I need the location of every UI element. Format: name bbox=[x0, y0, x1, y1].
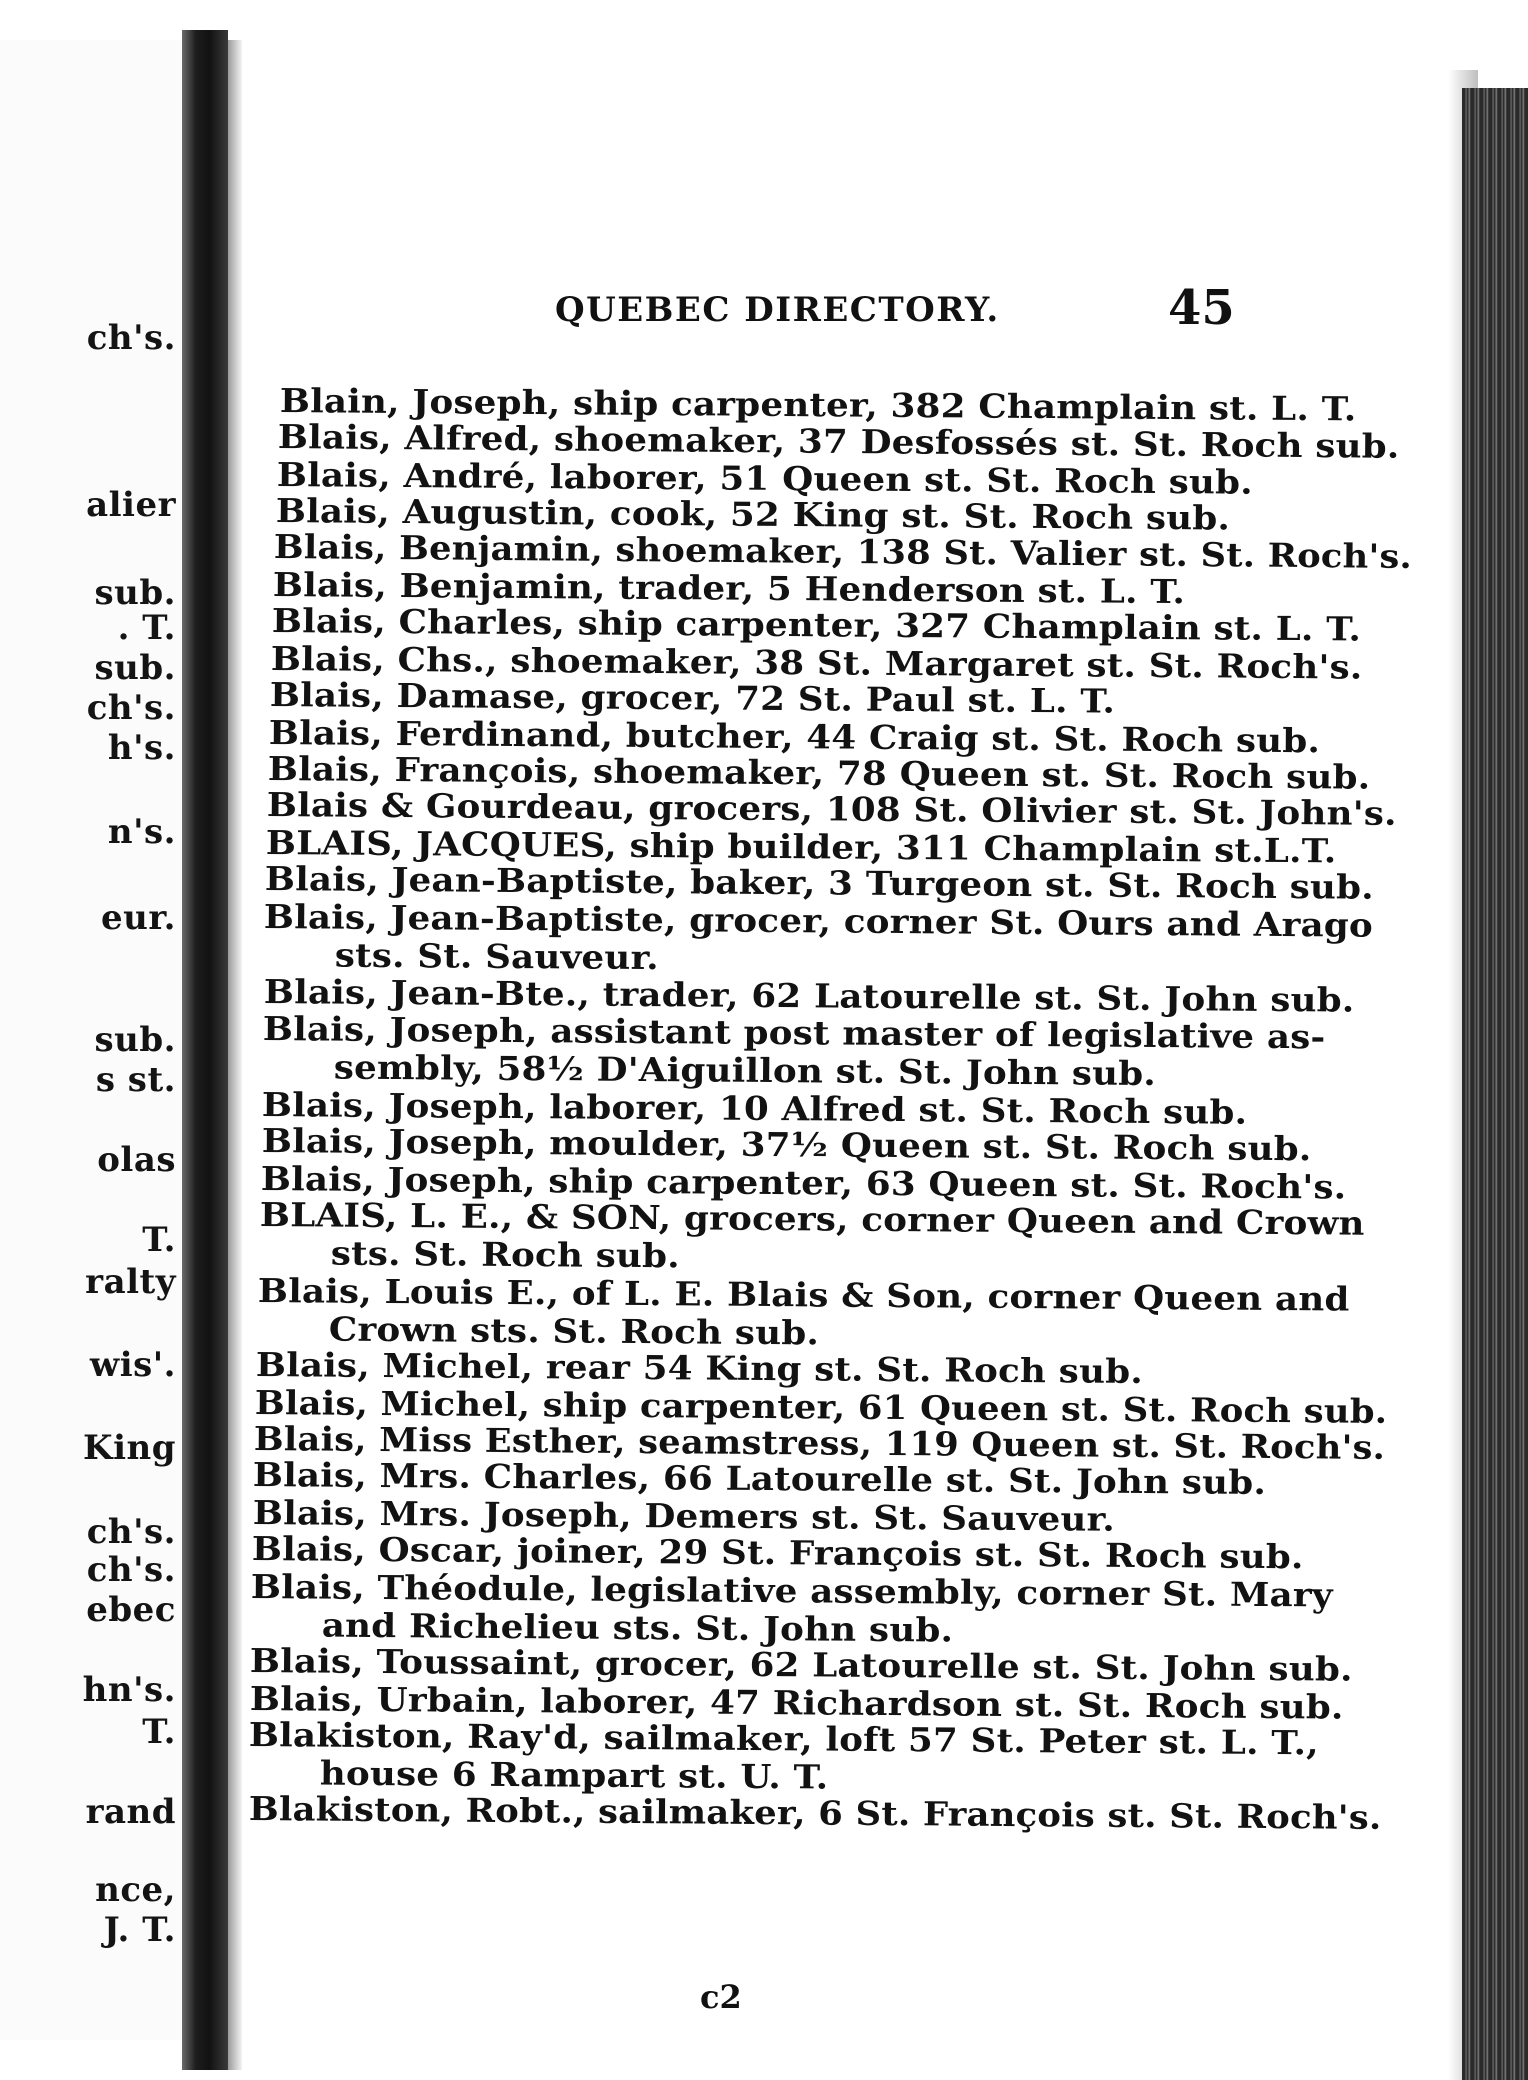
entry-line: Blais, Joseph, ship carpenter, 63 Queen st. St. Roch's. bbox=[260, 1159, 1347, 1207]
entry-line: Blais, Mrs. Joseph, Demers st. St. Sauveur. bbox=[252, 1493, 1116, 1539]
entry-line: Blais, Joseph, moulder, 37½ Queen st. St. Roch sub. bbox=[261, 1121, 1312, 1169]
directory-entry bbox=[257, 1272, 1349, 1357]
directory-entry bbox=[262, 1010, 1325, 1094]
entry-line: Blais, Michel, ship carpenter, 61 Queen st. St. Roch sub. bbox=[254, 1383, 1388, 1431]
signature-mark: c2 bbox=[700, 1978, 742, 2016]
entry-continuation-line: and Richelieu sts. St. John sub. bbox=[321, 1605, 954, 1650]
left-page-fragment: ch's. bbox=[86, 688, 176, 728]
entry-line: Blais, André, laborer, 51 Queen st. St. Roch sub. bbox=[276, 455, 1253, 502]
directory-entry bbox=[250, 1568, 1333, 1652]
entry-line: Blais, Mrs. Charles, 66 Latourelle st. St. John sub. bbox=[252, 1455, 1267, 1502]
left-page-fragment: ch's. bbox=[86, 318, 176, 358]
left-page-fragment: wis'. bbox=[89, 1345, 176, 1385]
entry-continuation-line: sembly, 58½ D'Aiguillon st. St. John sub. bbox=[333, 1047, 1157, 1094]
entry-line: Blais, Chs., shoemaker, 38 St. Margaret st. St. Roch's. bbox=[270, 639, 1363, 687]
entry-line: Blais, Oscar, joiner, 29 St. François st. St. Roch sub. bbox=[251, 1529, 1304, 1577]
entry-line: Blakiston, Robt., sailmaker, 6 St. François st. St. Roch's. bbox=[248, 1789, 1382, 1837]
entry-line: Blais, Urbain, laborer, 47 Richardson st. St. Roch sub. bbox=[249, 1679, 1344, 1727]
entry-line: Blais, Michel, rear 54 King st. St. Roch sub. bbox=[255, 1345, 1144, 1391]
left-page-fragment: sub. bbox=[94, 648, 176, 688]
directory-entry bbox=[263, 898, 1373, 983]
left-page-fragment: s st. bbox=[95, 1060, 176, 1100]
entry-line: Blais, Jean-Baptiste, baker, 3 Turgeon st. St. Roch sub. bbox=[264, 859, 1375, 907]
left-page-fragment: n's. bbox=[107, 812, 176, 852]
left-page-fragment: sub. bbox=[94, 573, 176, 613]
entry-line: Blain, Joseph, ship carpenter, 382 Champlain st. L. T. bbox=[279, 381, 1357, 429]
entry-line: Blais, Augustin, cook, 52 King st. St. Roch sub. bbox=[275, 491, 1231, 538]
entry-line: Blais, Théodule, legislative assembly, corner St. Mary bbox=[250, 1567, 1333, 1615]
entry-line: Blais & Gourdeau, grocers, 108 St. Olivier st. St. John's. bbox=[266, 785, 1397, 833]
entry-line: Blais, Joseph, laborer, 10 Alfred st. St. Roch sub. bbox=[261, 1085, 1248, 1132]
left-page-fragment: ch's. bbox=[86, 1512, 176, 1552]
entry-line: Blais, Toussaint, grocer, 62 Latourelle st. St. John sub. bbox=[249, 1641, 1353, 1689]
left-page-fragment: eur. bbox=[101, 898, 176, 938]
left-page-fragment: nce, bbox=[95, 1870, 176, 1910]
left-page-fragment: T. bbox=[142, 1220, 176, 1260]
left-page-fragment: alier bbox=[86, 485, 176, 525]
entry-continuation-line: Crown sts. St. Roch sub. bbox=[328, 1309, 820, 1353]
left-page-fragment: King bbox=[83, 1428, 176, 1468]
entry-line: BLAIS, JACQUES, ship builder, 311 Champlain st.L.T. bbox=[265, 823, 1337, 871]
entry-line: Blais, Alfred, shoemaker, 37 Desfossés st. St. Roch sub. bbox=[277, 417, 1400, 466]
running-head: QUEBEC DIRECTORY. bbox=[555, 290, 1000, 330]
left-page-fragment: T. bbox=[142, 1712, 176, 1752]
entry-line: BLAIS, L. E., & SON, grocers, corner Queen and Crown bbox=[259, 1195, 1365, 1243]
entry-line: Blais, François, shoemaker, 78 Queen st. St. Roch sub. bbox=[267, 749, 1371, 797]
directory-entry bbox=[248, 1716, 1319, 1800]
directory-entry bbox=[249, 1790, 1382, 1837]
entry-line: Blakiston, Ray'd, sailmaker, loft 57 St. Peter st. L. T., bbox=[248, 1715, 1319, 1763]
left-page-fragment: ralty bbox=[85, 1262, 176, 1302]
left-page-fragment: ch's. bbox=[86, 1550, 176, 1590]
entry-continuation-line: house 6 Rampart st. U. T. bbox=[319, 1753, 829, 1797]
directory-entry bbox=[259, 1196, 1364, 1281]
left-page-fragment: olas bbox=[97, 1140, 176, 1180]
entry-line: Blais, Jean-Bte., trader, 62 Latourelle st. St. John sub. bbox=[263, 972, 1355, 1020]
left-page-fragment: hn's. bbox=[82, 1670, 176, 1710]
left-page-fragment: sub. bbox=[94, 1020, 176, 1060]
entry-line: Blais, Benjamin, trader, 5 Henderson st. L. T. bbox=[272, 565, 1186, 612]
entry-line: Blais, Jean-Baptiste, grocer, corner St. Ours and Arago bbox=[263, 897, 1374, 945]
entry-line: Blais, Louis E., of L. E. Blais & Son, corner Queen and bbox=[257, 1271, 1350, 1319]
entry-line: Blais, Charles, ship carpenter, 327 Champlain st. L. T. bbox=[271, 601, 1362, 649]
page-number: 45 bbox=[1168, 280, 1235, 336]
entry-line: Blais, Benjamin, shoemaker, 138 St. Valier st. St. Roch's. bbox=[273, 527, 1413, 576]
entry-line: Blais, Damase, grocer, 72 St. Paul st. L. T. bbox=[269, 675, 1116, 721]
left-page-fragment: rand bbox=[85, 1792, 176, 1832]
entry-line: Blais, Miss Esther, seamstress, 119 Queen st. St. Roch's. bbox=[253, 1419, 1386, 1467]
left-page-fragment: ebec bbox=[86, 1590, 176, 1630]
entry-continuation-line: sts. St. Sauveur. bbox=[334, 935, 660, 978]
left-page-fragment: h's. bbox=[107, 728, 176, 768]
entry-line: Blais, Joseph, assistant post master of legislative as- bbox=[262, 1009, 1326, 1057]
entry-line: Blais, Ferdinand, butcher, 44 Craig st. St. Roch sub. bbox=[268, 713, 1321, 761]
left-page-fragment: . T. bbox=[117, 608, 176, 648]
entry-continuation-line: sts. St. Roch sub. bbox=[330, 1233, 681, 1276]
left-page-fragment: J. T. bbox=[103, 1910, 176, 1950]
